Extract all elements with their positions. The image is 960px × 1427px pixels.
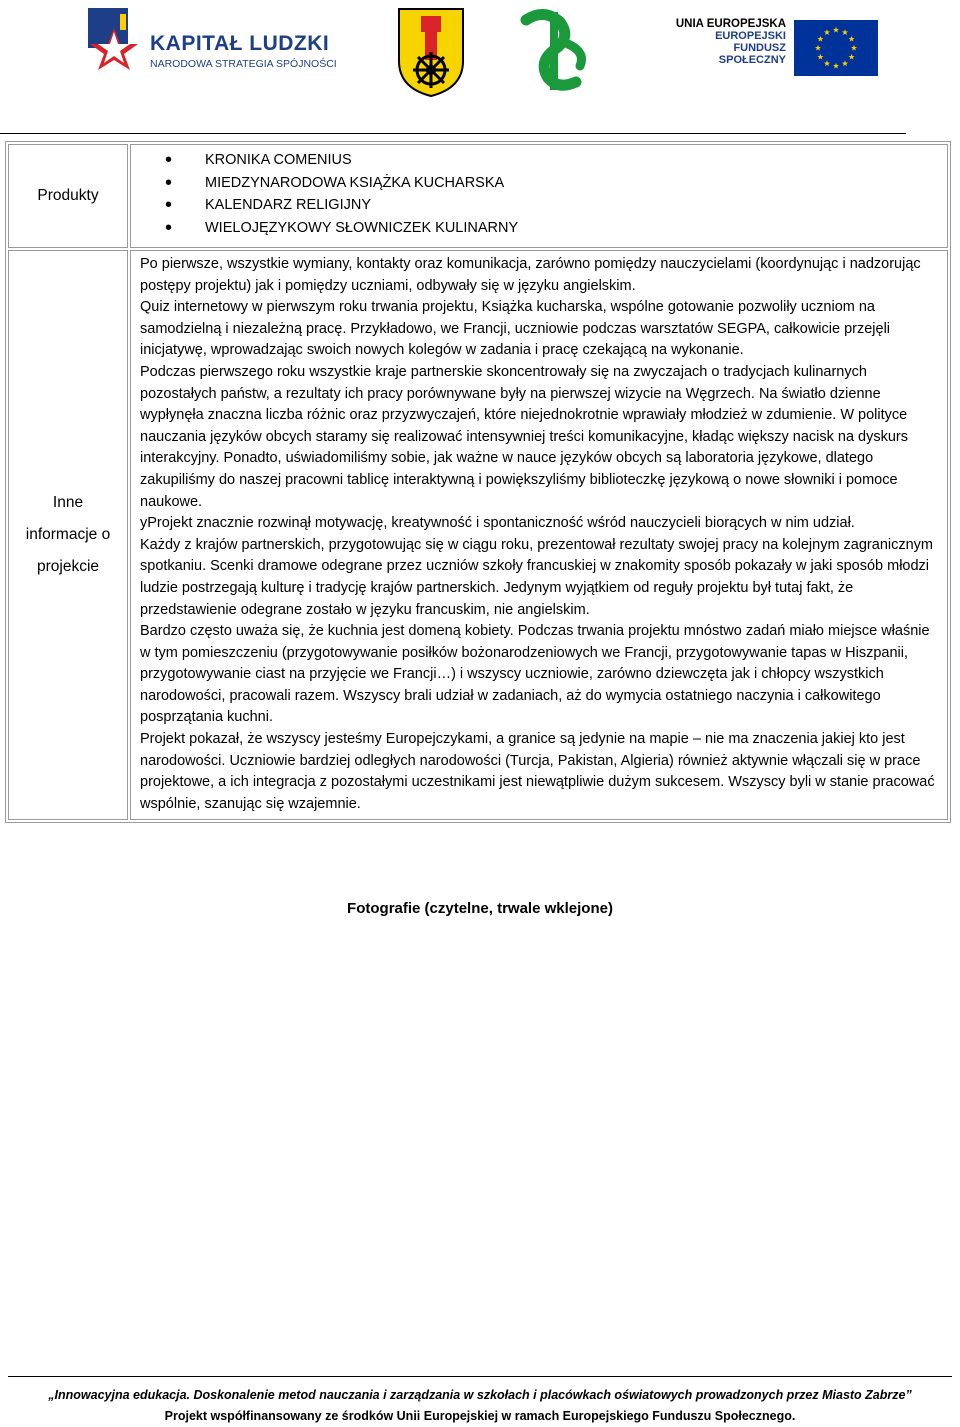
info-paragraph: Bardzo często uważa się, że kuchnia jest domeną kobiety. Podczas trwania projektu mnóstwo zadań miało miejsce właśnie w tym pomieszczeniu (przygotowywanie posiłków bożonarodzeniowych we Francji, przygotowywanie tapas w Hiszpanii, przygotowywanie ciast na przyjęcie we Francji…) i wszyscy uczniowie, zarówno dziewczęta jak i chłopcy wszystkich narodowości, pracowali razem. Wszyscy brali udział w zadaniach, aż do wymycia ostatniego naczynia i całkowitego posprzątania kuchni. <box>140 623 930 726</box>
zabrze-coat-of-arms-icon <box>396 6 466 98</box>
info-paragraph: Każdy z krajów partnerskich, przygotowując się w ciągu roku, prezentował rezultaty swojej pracy na kolejnym zagranicznym spotkaniu. Scenki dramowe odegrane przez uczniów szkoły francuskiej w znakomity sposób pokazały w jaki sposób młodzi ludzie postrzegają kulturę i tradycję krajów partnerskich. Jedynym wyjątkiem od reguły projektu był tutaj fakt, że przedstawienie odegrane zostało w języku francuskim, nie angielskim. <box>140 536 934 618</box>
eu-flag-icon <box>794 20 878 76</box>
header-divider <box>0 133 906 134</box>
info-paragraph: Quiz internetowy w pierwszym roku trwania projektu, Książka kucharska, wspólne gotowanie pozwoliły uczniom na samodzielną i niezależną pracę. Przykładowo, we Francji, uczniowie podczas warsztatów SEGPA, całkowicie przejęli inicjatywę, wprowadzając swoich nowych kolegów w zadania i pracę czekającą na wykonanie. <box>140 299 891 359</box>
eu-fund-line-2: FUNDUSZ SPOŁECZNY <box>718 42 786 66</box>
info-label-line-2: informacje o <box>25 526 111 544</box>
eu-title: UNIA EUROPEJSKA <box>675 18 786 30</box>
footer-divider <box>8 1376 952 1377</box>
kapital-ludzki-title: KAPITAŁ LUDZKI <box>150 32 330 55</box>
products-row <box>8 144 948 248</box>
list-item: • KRONIKA COMENIUS <box>159 149 947 172</box>
kapital-ludzki-star-icon <box>80 4 146 72</box>
products-list <box>131 145 947 239</box>
info-paragraph: Projekt pokazał, że wszyscy jesteśmy Europejczykami, a granice są jedynie na mapie – nie ma znaczenia jakiej kto jest narodowości. Uczniowie bardziej odległych narodowości (Turcja, Pakistan, Algieria) również aktywnie włączali się w prace projektowe, a ich integracja z pozostałymi uczestnikami jest niewątpliwie dużym sukcesem. Wszyscy byli w stanie pracować wspólnie, szanując się wzajemnie. <box>140 731 935 812</box>
eu-logo-text <box>672 18 786 66</box>
info-label-line-1: Inne <box>52 494 84 512</box>
products-content-cell <box>130 144 948 248</box>
info-label-line-3: projekcie <box>36 558 100 576</box>
info-label-cell <box>8 250 128 820</box>
kapital-ludzki-subtitle: NARODOWA STRATEGIA SPÓJNOŚCI <box>150 58 337 70</box>
kapital-ludzki-logo <box>80 4 340 72</box>
products-label: Produkty <box>37 187 99 204</box>
green-school-logo-icon <box>514 6 594 92</box>
info-paragraph: yProjekt znacznie rozwinął motywację, kreatywność i spontaniczność wśród nauczycieli biorących w nim udział. <box>140 515 855 532</box>
eu-logo <box>672 18 882 78</box>
footer-project-title: „Innowacyjna edukacja. Doskonalenie metod nauczania i zarządzania w szkołach i placówkach oświatowych prowadzonych przez Miasto Zabrze” <box>48 1388 912 1402</box>
eu-fund-line-1: EUROPEJSKI <box>715 30 786 42</box>
list-item: • WIELOJĘZYKOWY SŁOWNICZEK KULINARNY <box>159 217 947 240</box>
photos-heading: Fotografie (czytelne, trwale wklejone) <box>347 900 613 917</box>
project-info-table <box>5 141 951 823</box>
list-item: • MIEDZYNARODOWA KSIĄŻKA KUCHARSKA <box>159 172 947 195</box>
info-paragraph: Po pierwsze, wszystkie wymiany, kontakty oraz komunikacja, zarówno pomiędzy nauczycielami (koordynując i nadzorując postępy projektu) jak i pomiędzy uczniami, odbywały się w języku angielskim. <box>140 256 921 294</box>
list-item: • KALENDARZ RELIGIJNY <box>159 194 947 217</box>
info-content-cell <box>130 250 948 820</box>
footer-funding-note: Projekt współfinansowany ze środków Unii Europejskiej w ramach Europejskiego Funduszu Społecznego. <box>164 1409 796 1423</box>
products-label-cell <box>8 144 128 248</box>
footer <box>0 1385 960 1427</box>
logo-header <box>0 0 960 130</box>
info-row <box>8 250 948 820</box>
info-paragraph: Podczas pierwszego roku wszystkie kraje partnerskie skoncentrowały się na zwyczajach o tradycjach kulinarnych pozostałych państw, a rezultaty ich pracy porównywane były na pierwszej wizycie na Węgrzech. Na światło dzienne wypłynęła znaczna liczba różnic oraz przyzwyczajeń, które niejednokrotnie wprawiały młodzież w zdumienie. W polityce nauczania języków obcych staramy się realizować intensywniej treści komunikacyjne, kładąc większy nacisk na dyskurs interakcyjny. Ponadto, uświadomiliśmy sobie, jak ważne w nauce języków obcych są laboratoria językowe, dlatego zakupiliśmy do naszej pracowni tablicę interaktywną i powiększyliśmy biblioteczkę językową o nowe słowniki i pomoce naukowe. <box>140 363 909 510</box>
